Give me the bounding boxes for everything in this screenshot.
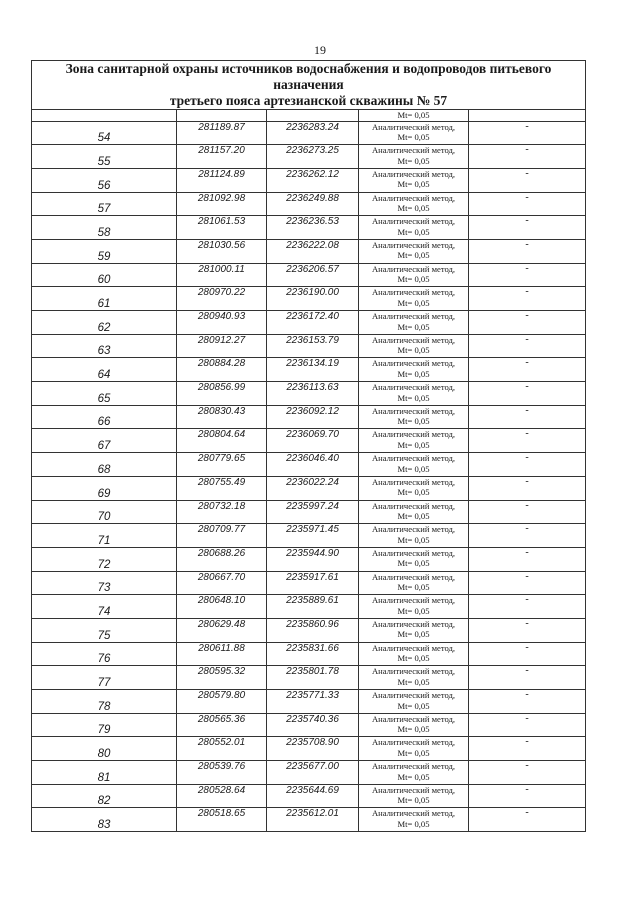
point-number: 58 bbox=[32, 216, 177, 240]
dash-cell: - bbox=[469, 642, 586, 666]
point-number: 77 bbox=[32, 666, 177, 690]
method-cell bbox=[359, 168, 469, 192]
method-cell bbox=[359, 618, 469, 642]
table-title-line-1: Зона санитарной охраны источников водоснабжения и водопроводов питьевого назначения bbox=[65, 61, 552, 92]
dash-cell: - bbox=[469, 808, 586, 832]
point-number: 59 bbox=[32, 239, 177, 263]
page-number: 19 bbox=[314, 43, 326, 57]
table-row bbox=[32, 429, 586, 453]
method-cell bbox=[359, 595, 469, 619]
table-title-line-2: третьего пояса артезианской скважины № 57 bbox=[169, 93, 448, 108]
coordinate-y: 2236249.88 bbox=[267, 192, 359, 216]
coordinate-x: 281157.20 bbox=[177, 145, 267, 169]
method-text: Аналитический метод, bbox=[371, 737, 456, 748]
method-text: Аналитический метод, bbox=[371, 287, 456, 298]
accuracy-text: Mt= 0,05 bbox=[397, 605, 430, 616]
dash-cell: - bbox=[469, 311, 586, 335]
method-text: Аналитический метод, bbox=[371, 405, 456, 416]
accuracy-text: Mt= 0,05 bbox=[397, 629, 430, 640]
method-text: Аналитический метод, bbox=[371, 192, 456, 203]
method-cell bbox=[359, 358, 469, 382]
accuracy-text: Mt= 0,05 bbox=[397, 203, 430, 214]
coordinate-y: 2235944.90 bbox=[267, 547, 359, 571]
coordinate-y: 2236046.40 bbox=[267, 453, 359, 477]
coordinate-y: 2235644.69 bbox=[267, 784, 359, 808]
table-title-row bbox=[32, 61, 586, 110]
dash-cell: - bbox=[469, 168, 586, 192]
method-cell bbox=[359, 145, 469, 169]
point-number: 55 bbox=[32, 145, 177, 169]
table-row bbox=[32, 168, 586, 192]
table-row bbox=[32, 145, 586, 169]
accuracy-text: Mt= 0,05 bbox=[397, 724, 430, 735]
coordinate-y: 2235860.96 bbox=[267, 618, 359, 642]
table-row bbox=[32, 595, 586, 619]
coordinate-y: 2236172.40 bbox=[267, 311, 359, 335]
method-cell bbox=[359, 547, 469, 571]
coordinate-y: 2235677.00 bbox=[267, 761, 359, 785]
coordinate-y: 2236092.12 bbox=[267, 405, 359, 429]
coordinate-x: 280732.18 bbox=[177, 500, 267, 524]
point-number: 81 bbox=[32, 761, 177, 785]
coordinate-y: 2236153.79 bbox=[267, 334, 359, 358]
accuracy-text: Mt= 0,05 bbox=[397, 392, 430, 403]
point-number: 62 bbox=[32, 311, 177, 335]
method-cell bbox=[359, 524, 469, 548]
method-cell bbox=[359, 192, 469, 216]
table-row bbox=[32, 453, 586, 477]
coordinate-y: 2236206.57 bbox=[267, 263, 359, 287]
coordinate-x: 280688.26 bbox=[177, 547, 267, 571]
method-text: Аналитический метод, bbox=[371, 784, 456, 795]
method-text: Аналитический метод, bbox=[371, 571, 456, 582]
accuracy-text: Mt= 0,05 bbox=[397, 297, 430, 308]
table-row bbox=[32, 287, 586, 311]
accuracy-text: Mt= 0,05 bbox=[397, 439, 430, 450]
method-text: Аналитический метод, bbox=[371, 524, 456, 535]
method-text: Аналитический метод, bbox=[371, 500, 456, 511]
coordinate-x: 280804.64 bbox=[177, 429, 267, 453]
accuracy-text: Mt= 0,05 bbox=[397, 179, 430, 190]
accuracy-text: Mt= 0,05 bbox=[397, 676, 430, 687]
table-row bbox=[32, 358, 586, 382]
dash-cell: - bbox=[469, 121, 586, 145]
method-text: Аналитический метод, bbox=[371, 121, 456, 132]
coordinate-x: 280940.93 bbox=[177, 311, 267, 335]
table-row bbox=[32, 239, 586, 263]
coordinate-x: 281061.53 bbox=[177, 216, 267, 240]
method-cell bbox=[359, 808, 469, 832]
table-row bbox=[32, 784, 586, 808]
accuracy-text: Mt= 0,05 bbox=[397, 321, 430, 332]
table-row bbox=[32, 737, 586, 761]
method-cell bbox=[359, 429, 469, 453]
dash-cell: - bbox=[469, 500, 586, 524]
dash-cell: - bbox=[469, 595, 586, 619]
dash-cell: - bbox=[469, 737, 586, 761]
coordinate-x: 280595.32 bbox=[177, 666, 267, 690]
dash-cell: - bbox=[469, 547, 586, 571]
accuracy-text: Mt= 0,05 bbox=[397, 534, 430, 545]
table-row bbox=[32, 571, 586, 595]
dash-cell: - bbox=[469, 690, 586, 714]
point-number: 74 bbox=[32, 595, 177, 619]
point-number: 72 bbox=[32, 547, 177, 571]
table-row bbox=[32, 666, 586, 690]
coordinates-table bbox=[31, 60, 586, 832]
method-text: Аналитический метод, bbox=[371, 713, 456, 724]
accuracy-text: Mt= 0,05 bbox=[397, 558, 430, 569]
coordinate-y: 2236134.19 bbox=[267, 358, 359, 382]
point-number: 78 bbox=[32, 690, 177, 714]
coordinate-y: 2235917.61 bbox=[267, 571, 359, 595]
coordinate-y: 2236113.63 bbox=[267, 382, 359, 406]
coordinate-x: 281030.56 bbox=[177, 239, 267, 263]
table-row bbox=[32, 311, 586, 335]
coordinate-y: 2236273.25 bbox=[267, 145, 359, 169]
method-cell bbox=[359, 453, 469, 477]
method-cell bbox=[359, 476, 469, 500]
point-number: 70 bbox=[32, 500, 177, 524]
table-row bbox=[32, 713, 586, 737]
coordinate-y: 2235889.61 bbox=[267, 595, 359, 619]
dash-cell: - bbox=[469, 618, 586, 642]
accuracy-text: Mt= 0,05 bbox=[397, 155, 430, 166]
method-text: Аналитический метод, bbox=[371, 595, 456, 606]
method-text: Аналитический метод, bbox=[371, 690, 456, 700]
coordinate-x: 281124.89 bbox=[177, 168, 267, 192]
coordinate-x: 280970.22 bbox=[177, 287, 267, 311]
accuracy-text: Mt= 0,05 bbox=[397, 700, 430, 711]
point-number: 60 bbox=[32, 263, 177, 287]
accuracy-text: Mt= 0,05 bbox=[397, 250, 430, 261]
coordinate-x: 280611.88 bbox=[177, 642, 267, 666]
method-text: Аналитический метод, bbox=[371, 429, 456, 440]
method-cell bbox=[359, 784, 469, 808]
coordinate-y: 2235740.36 bbox=[267, 713, 359, 737]
method-cell bbox=[359, 382, 469, 406]
coordinate-y: 2235831.66 bbox=[267, 642, 359, 666]
method-text: Аналитический метод, bbox=[371, 761, 456, 772]
table-row bbox=[32, 761, 586, 785]
method-cell bbox=[359, 216, 469, 240]
method-cell bbox=[359, 666, 469, 690]
point-number: 54 bbox=[32, 121, 177, 145]
method-text: Аналитический метод, bbox=[371, 808, 456, 819]
dash-cell: - bbox=[469, 263, 586, 287]
dash-cell: - bbox=[469, 666, 586, 690]
method-cell bbox=[359, 287, 469, 311]
point-number: 82 bbox=[32, 784, 177, 808]
method-cell bbox=[359, 311, 469, 335]
coordinate-y: 2235997.24 bbox=[267, 500, 359, 524]
table-row bbox=[32, 382, 586, 406]
dash-cell: - bbox=[469, 145, 586, 169]
accuracy-text: Mt= 0,05 bbox=[397, 345, 430, 356]
table-row bbox=[32, 192, 586, 216]
accuracy-text: Mt= 0,05 bbox=[397, 511, 430, 521]
accuracy-text: Mt= 0,05 bbox=[397, 487, 430, 498]
coordinate-y: 2236222.08 bbox=[267, 239, 359, 263]
dash-cell: - bbox=[469, 429, 586, 453]
table-row bbox=[32, 121, 586, 145]
coordinate-x: 280528.64 bbox=[177, 784, 267, 808]
point-number: 76 bbox=[32, 642, 177, 666]
point-number: 65 bbox=[32, 382, 177, 406]
point-number: 64 bbox=[32, 358, 177, 382]
coordinate-y: 2235971.45 bbox=[267, 524, 359, 548]
coordinate-x: 281189.87 bbox=[177, 121, 267, 145]
method-text: Аналитический метод, bbox=[371, 263, 456, 274]
dash-cell: - bbox=[469, 405, 586, 429]
point-number: 68 bbox=[32, 453, 177, 477]
method-text: Аналитический метод, bbox=[371, 642, 456, 653]
point-number: 73 bbox=[32, 571, 177, 595]
table-row bbox=[32, 334, 586, 358]
coordinate-x: 280518.65 bbox=[177, 808, 267, 832]
method-cell bbox=[359, 761, 469, 785]
dash-cell: - bbox=[469, 761, 586, 785]
accuracy-text: Mt= 0,05 bbox=[397, 771, 430, 782]
point-number: 83 bbox=[32, 808, 177, 832]
accuracy-text: Mt= 0,05 bbox=[397, 274, 430, 285]
table-row bbox=[32, 618, 586, 642]
table-row bbox=[32, 642, 586, 666]
point-number: 75 bbox=[32, 618, 177, 642]
point-number: 71 bbox=[32, 524, 177, 548]
method-cell bbox=[359, 571, 469, 595]
method-cell bbox=[359, 690, 469, 714]
point-number: 67 bbox=[32, 429, 177, 453]
dash-cell: - bbox=[469, 784, 586, 808]
method-text: Аналитический метод, bbox=[371, 476, 456, 487]
accuracy-text: Mt= 0,05 bbox=[397, 653, 430, 664]
method-cell bbox=[359, 500, 469, 524]
method-cell bbox=[359, 405, 469, 429]
point-number: 69 bbox=[32, 476, 177, 500]
table-title bbox=[32, 61, 586, 110]
table-row bbox=[32, 808, 586, 832]
dash-cell: - bbox=[469, 453, 586, 477]
table-row bbox=[32, 263, 586, 287]
dash-cell: - bbox=[469, 358, 586, 382]
method-cell bbox=[359, 334, 469, 358]
accuracy-text: Mt= 0,05 bbox=[397, 368, 430, 379]
method-cell bbox=[359, 642, 469, 666]
point-number: 57 bbox=[32, 192, 177, 216]
table-row bbox=[32, 500, 586, 524]
coordinate-y: 2236022.24 bbox=[267, 476, 359, 500]
point-number: 80 bbox=[32, 737, 177, 761]
coordinate-y: 2236190.00 bbox=[267, 287, 359, 311]
dash-cell: - bbox=[469, 382, 586, 406]
accuracy-text: Mt= 0,05 bbox=[397, 132, 430, 142]
method-cell bbox=[359, 713, 469, 737]
coordinate-x: 280552.01 bbox=[177, 737, 267, 761]
accuracy-text: Mt= 0,05 bbox=[397, 416, 430, 427]
coordinate-x: 280667.70 bbox=[177, 571, 267, 595]
method-text: Аналитический метод, bbox=[371, 239, 456, 250]
coordinate-x: 280830.43 bbox=[177, 405, 267, 429]
dash-cell: - bbox=[469, 524, 586, 548]
coordinate-x: 280912.27 bbox=[177, 334, 267, 358]
point-number: 79 bbox=[32, 713, 177, 737]
accuracy-text: Mt= 0,05 bbox=[397, 463, 430, 474]
point-number: 63 bbox=[32, 334, 177, 358]
accuracy-text: Mt= 0,05 bbox=[397, 795, 430, 806]
dash-cell: - bbox=[469, 287, 586, 311]
method-text: Аналитический метод, bbox=[371, 666, 456, 677]
table-row bbox=[32, 690, 586, 714]
table-row bbox=[32, 405, 586, 429]
method-text: Аналитический метод, bbox=[371, 168, 456, 179]
coordinate-x: 280779.65 bbox=[177, 453, 267, 477]
dash-cell: - bbox=[469, 216, 586, 240]
accuracy-text: Mt= 0,05 bbox=[397, 818, 430, 829]
carry-over-row bbox=[32, 110, 586, 122]
coordinate-x: 280539.76 bbox=[177, 761, 267, 785]
coordinate-y: 2236262.12 bbox=[267, 168, 359, 192]
method-text: Аналитический метод, bbox=[371, 453, 456, 464]
dash-cell: - bbox=[469, 334, 586, 358]
coordinate-x: 280629.48 bbox=[177, 618, 267, 642]
method-text: Аналитический метод, bbox=[371, 358, 456, 369]
coordinate-y: 2236236.53 bbox=[267, 216, 359, 240]
dash-cell: - bbox=[469, 239, 586, 263]
method-text: Аналитический метод, bbox=[371, 382, 456, 393]
method-cell bbox=[359, 121, 469, 145]
coordinate-y: 2235708.90 bbox=[267, 737, 359, 761]
coordinate-x: 280709.77 bbox=[177, 524, 267, 548]
method-text: Аналитический метод, bbox=[371, 547, 456, 558]
carry-over-accuracy: Mt= 0,05 bbox=[359, 110, 469, 122]
point-number: 61 bbox=[32, 287, 177, 311]
coordinate-x: 280884.28 bbox=[177, 358, 267, 382]
dash-cell: - bbox=[469, 571, 586, 595]
method-cell bbox=[359, 239, 469, 263]
coordinate-y: 2235771.33 bbox=[267, 690, 359, 714]
coordinate-x: 280579.80 bbox=[177, 690, 267, 714]
coordinate-x: 280856.99 bbox=[177, 382, 267, 406]
method-text: Аналитический метод, bbox=[371, 618, 456, 629]
method-cell bbox=[359, 263, 469, 287]
dash-cell: - bbox=[469, 713, 586, 737]
accuracy-text: Mt= 0,05 bbox=[397, 226, 430, 237]
coordinate-x: 280648.10 bbox=[177, 595, 267, 619]
method-text: Аналитический метод, bbox=[371, 334, 456, 345]
coordinate-y: 2236283.24 bbox=[267, 121, 359, 145]
table-row bbox=[32, 524, 586, 548]
method-text: Аналитический метод, bbox=[371, 311, 456, 321]
accuracy-text: Mt= 0,05 bbox=[397, 747, 430, 758]
dash-cell: - bbox=[469, 476, 586, 500]
dash-cell: - bbox=[469, 192, 586, 216]
coordinate-y: 2236069.70 bbox=[267, 429, 359, 453]
coordinate-x: 280565.36 bbox=[177, 713, 267, 737]
accuracy-text: Mt= 0,05 bbox=[397, 582, 430, 593]
method-cell bbox=[359, 737, 469, 761]
coordinate-y: 2235801.78 bbox=[267, 666, 359, 690]
coordinate-x: 281000.11 bbox=[177, 263, 267, 287]
table-row bbox=[32, 216, 586, 240]
method-text: Аналитический метод, bbox=[371, 216, 456, 227]
table-row bbox=[32, 547, 586, 571]
method-text: Аналитический метод, bbox=[371, 145, 456, 156]
point-number: 66 bbox=[32, 405, 177, 429]
coordinate-x: 280755.49 bbox=[177, 476, 267, 500]
point-number: 56 bbox=[32, 168, 177, 192]
coordinate-x: 281092.98 bbox=[177, 192, 267, 216]
coordinate-y: 2235612.01 bbox=[267, 808, 359, 832]
table-row bbox=[32, 476, 586, 500]
